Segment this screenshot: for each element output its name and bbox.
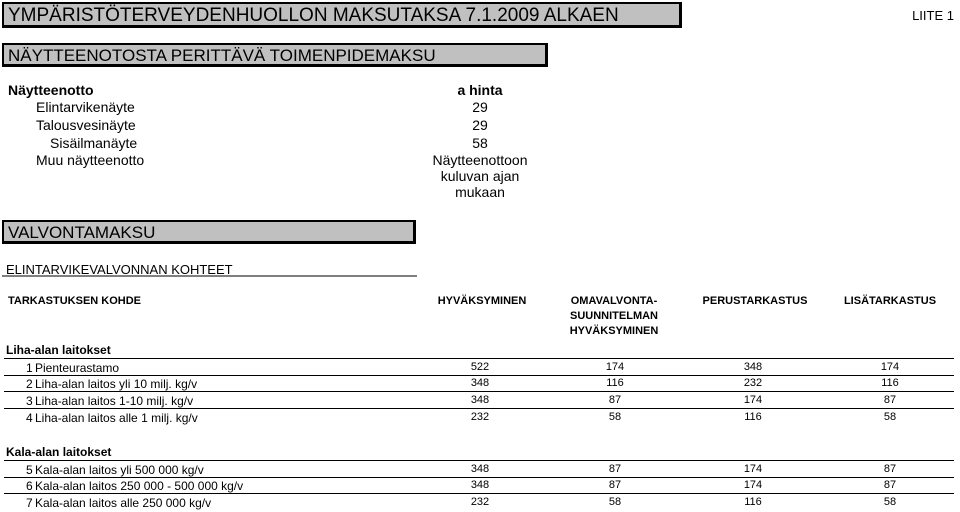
plan-fee: 87 xyxy=(608,479,622,491)
row-number: 5 xyxy=(26,463,33,477)
row-divider xyxy=(4,375,954,376)
row-number: 6 xyxy=(26,479,33,493)
column-plan-line2: SUUNNITELMAN xyxy=(570,310,658,322)
basic-fee: 116 xyxy=(744,496,762,508)
approval-fee: 348 xyxy=(470,394,490,406)
extra-fee: 116 xyxy=(881,377,899,389)
sample-column-item: Näytteenotto xyxy=(8,82,94,98)
approval-fee: 232 xyxy=(470,411,490,423)
sample-row-price: 29 xyxy=(472,117,488,133)
row-label: Kala-alan laitos 250 000 - 500 000 kg/v xyxy=(35,479,244,493)
approval-fee: 348 xyxy=(470,463,490,475)
row-label: Liha-alan laitos alle 1 milj. kg/v xyxy=(35,411,198,425)
supervision-heading-box xyxy=(2,220,416,244)
sample-row-price-note: kuluvan ajan xyxy=(440,168,520,184)
extra-fee: 87 xyxy=(883,394,897,406)
row-label: Liha-alan laitos 1-10 milj. kg/v xyxy=(35,394,194,408)
row-label: Liha-alan laitos yli 10 milj. kg/v xyxy=(35,377,198,391)
document-title: YMPÄRISTÖTERVEYDENHUOLLON MAKSUTAKSA 7.1.2009 ALKAEN xyxy=(8,5,619,26)
basic-fee: 232 xyxy=(743,377,763,389)
row-label: Pienteurastamo xyxy=(35,361,120,375)
sample-row-price-note: mukaan xyxy=(455,184,505,200)
plan-fee: 87 xyxy=(608,394,622,406)
extra-fee: 174 xyxy=(880,361,900,373)
basic-fee: 174 xyxy=(743,479,763,491)
column-target: TARKASTUKSEN KOHDE xyxy=(8,295,142,307)
basic-fee: 174 xyxy=(743,463,763,475)
column-approval: HYVÄKSYMINEN xyxy=(437,295,527,307)
group-heading: Kala-alan laitokset xyxy=(6,445,112,459)
sample-row-label: Elintarvikenäyte xyxy=(36,99,135,115)
sample-row-label: Sisäilmanäyte xyxy=(50,135,138,151)
sample-row-price: 29 xyxy=(472,99,488,115)
column-plan-line1: OMAVALVONTA- xyxy=(570,295,658,307)
row-label: Kala-alan laitos yli 500 000 kg/v xyxy=(35,463,204,477)
group-heading: Liha-alan laitokset xyxy=(6,343,111,357)
row-number: 3 xyxy=(26,394,33,408)
approval-fee: 348 xyxy=(470,479,490,491)
column-plan-line3: HYVÄKSYMINEN xyxy=(569,325,659,337)
column-basic: PERUSTARKASTUS xyxy=(702,295,808,307)
plan-fee: 174 xyxy=(605,361,625,373)
row-divider xyxy=(4,477,954,478)
sample-section-heading: NÄYTTEENOTOSTA PERITTÄVÄ TOIMENPIDEMAKSU xyxy=(8,46,436,65)
row-divider xyxy=(4,358,954,359)
row-number: 2 xyxy=(26,377,33,391)
subheading-underline xyxy=(2,275,417,277)
row-label: Kala-alan laitos alle 250 000 kg/v xyxy=(35,496,212,510)
approval-fee: 522 xyxy=(470,361,490,373)
row-divider xyxy=(4,408,954,409)
column-extra: LISÄTARKASTUS xyxy=(843,295,937,307)
basic-fee: 116 xyxy=(744,411,762,423)
sample-row-price: 58 xyxy=(472,135,488,151)
plan-fee: 87 xyxy=(608,463,622,475)
sample-row-price: Näytteenottoon xyxy=(432,152,528,168)
approval-fee: 232 xyxy=(470,496,490,508)
plan-fee: 58 xyxy=(608,496,622,508)
row-divider xyxy=(4,493,954,494)
food-control-subheading: ELINTARVIKEVALVONNAN KOHTEET xyxy=(6,262,233,277)
extra-fee: 58 xyxy=(883,411,897,423)
basic-fee: 348 xyxy=(743,361,763,373)
extra-fee: 87 xyxy=(883,463,897,475)
row-divider xyxy=(4,460,954,461)
sample-section-heading-box xyxy=(2,43,548,67)
basic-fee: 174 xyxy=(743,394,763,406)
sample-column-price: a hinta xyxy=(457,82,503,98)
approval-fee: 348 xyxy=(470,377,490,389)
row-divider xyxy=(4,391,954,392)
plan-fee: 58 xyxy=(608,411,622,423)
row-number: 1 xyxy=(26,361,33,375)
plan-fee: 116 xyxy=(606,377,624,389)
supervision-heading: VALVONTAMAKSU xyxy=(8,223,156,242)
row-number: 7 xyxy=(26,496,33,510)
extra-fee: 58 xyxy=(883,496,897,508)
sample-row-label: Muu näytteenotto xyxy=(36,152,145,168)
extra-fee: 87 xyxy=(883,479,897,491)
row-number: 4 xyxy=(26,411,33,425)
sample-row-label: Talousvesinäyte xyxy=(36,117,136,133)
document-title-box xyxy=(2,2,682,28)
appendix-label: LIITE 1 xyxy=(912,8,954,23)
